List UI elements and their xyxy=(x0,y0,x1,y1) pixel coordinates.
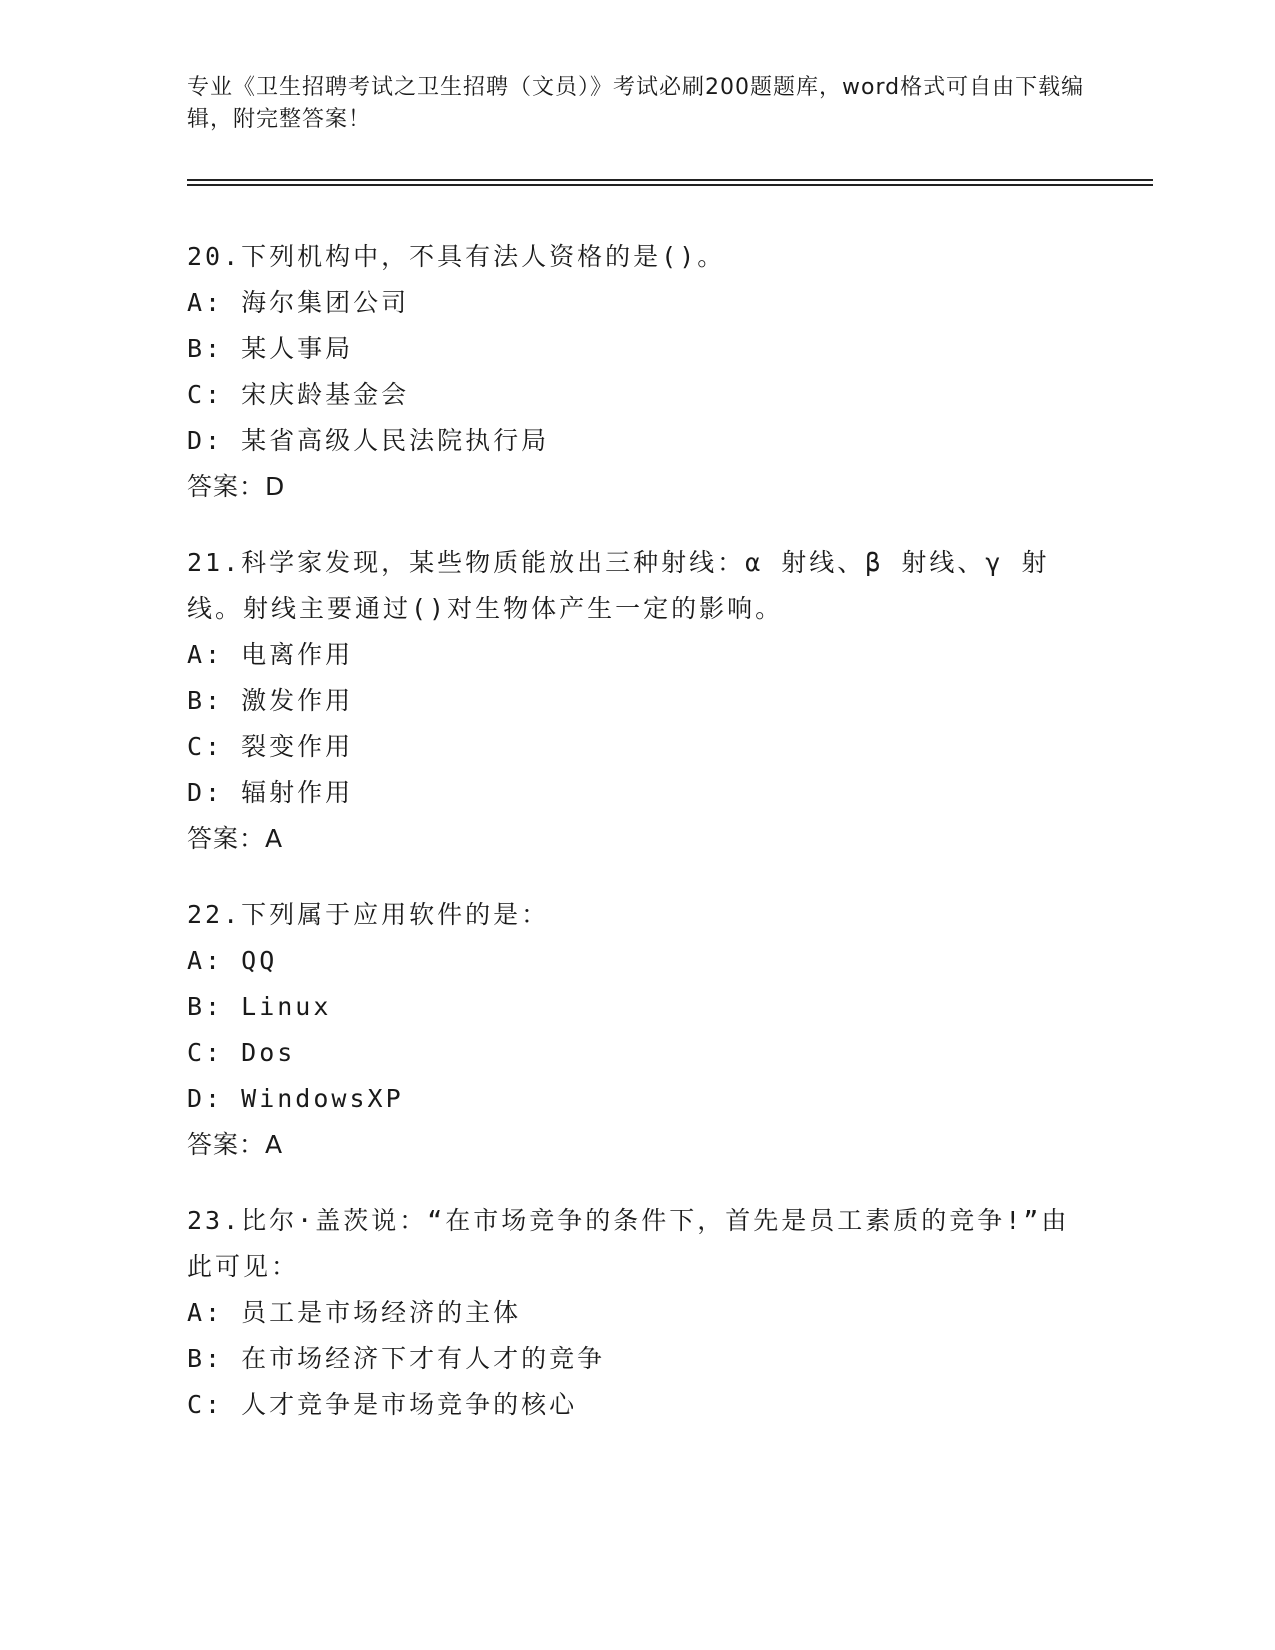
option-b: B: 在市场经济下才有人才的竞争 xyxy=(187,1344,606,1373)
option-c: C: 裂变作用 xyxy=(187,732,354,761)
question-stem: 23.比尔·盖茨说：“在市场竞争的条件下，首先是员工素质的竞争!”由此可见： xyxy=(187,1206,1070,1281)
option-b: B: 激发作用 xyxy=(187,686,354,715)
option-d: D: WindowsXP xyxy=(187,1084,404,1113)
answer-line: 答案：D xyxy=(187,472,286,501)
option-d: D: 辐射作用 xyxy=(187,778,354,807)
option-b: B: Linux xyxy=(187,992,332,1021)
header-divider-top xyxy=(187,179,1153,181)
document-header: 专业《卫生招聘考试之卫生招聘（文员）》考试必刷200题题库，word格式可自由下载编辑，附完整答案！ xyxy=(187,75,1085,132)
question-23 xyxy=(187,1198,1087,1428)
header-divider-bottom xyxy=(187,184,1153,186)
answer-line: 答案：A xyxy=(187,1130,284,1159)
question-stem: 20.下列机构中，不具有法人资格的是()。 xyxy=(187,242,726,271)
option-c: C: 人才竞争是市场竞争的核心 xyxy=(187,1390,578,1419)
question-stem: 21.科学家发现，某些物质能放出三种射线：α 射线、β 射线、γ 射线。射线主要通过()对生物体产生一定的影响。 xyxy=(187,548,1050,623)
answer-line: 答案：A xyxy=(187,824,284,853)
option-c: C: Dos xyxy=(187,1038,296,1067)
option-d: D: 某省高级人民法院执行局 xyxy=(187,426,550,455)
option-b: B: 某人事局 xyxy=(187,334,354,363)
question-stem: 22.下列属于应用软件的是： xyxy=(187,900,550,929)
option-a: A: 海尔集团公司 xyxy=(187,288,410,317)
option-a: A: 电离作用 xyxy=(187,640,354,669)
option-a: A: 员工是市场经济的主体 xyxy=(187,1298,522,1327)
question-22 xyxy=(187,892,1087,1168)
question-21 xyxy=(187,540,1087,862)
option-a: A: QQ xyxy=(187,946,278,975)
option-c: C: 宋庆龄基金会 xyxy=(187,380,410,409)
question-list xyxy=(187,234,1087,1458)
question-20 xyxy=(187,234,1087,510)
